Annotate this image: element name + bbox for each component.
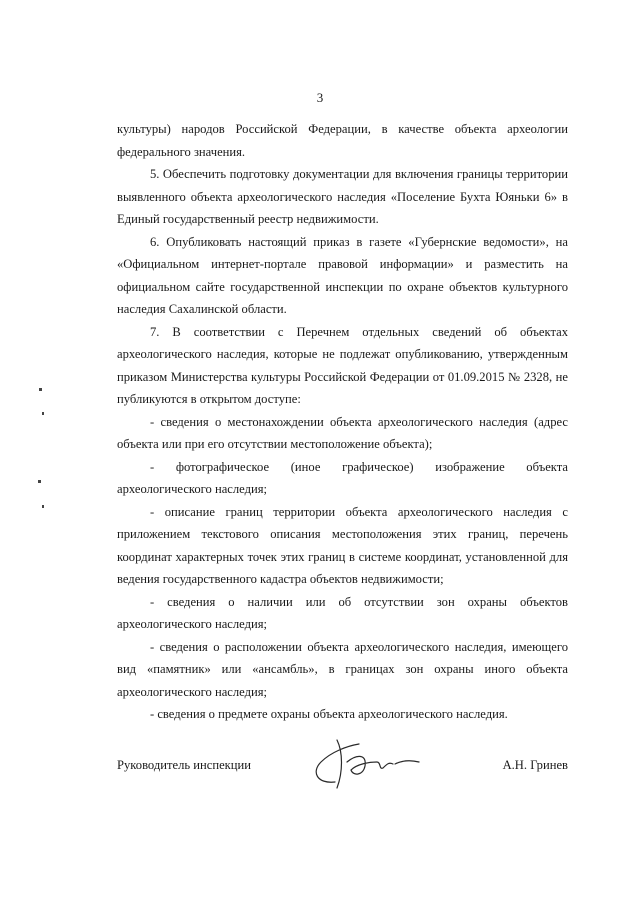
page-number: 3 (316, 90, 324, 105)
list-item-protection-subject: - сведения о предмете охраны объекта археологического наследия. (150, 707, 508, 721)
paragraph-item-7: 7. В соответствии с Перечнем отдельных сведений об объектах археологического наследия, которые не подлежат опубликованию, утвержденным приказом Министерства культуры Российской Федерации от 01.09.2015 № 2328, не публикуются в открытом доступе: (117, 324, 568, 406)
document-body (117, 118, 568, 726)
paragraph-item-5: 5. Обеспечить подготовку документации для включения границы территории выявленного объекта археологического наследия «Поселение Бухта Юяньки 6» в Единый государственный реестр недвижимости. (117, 167, 568, 226)
margin-mark (38, 480, 41, 483)
signatory-title: Руководитель инспекции (117, 758, 252, 772)
list-item-monument-location: - сведения о расположении объекта археологического наследия, имеющего вид «памятник» или «ансамбль», в границах зон охраны иного объекта археологического наследия; (117, 639, 568, 699)
margin-mark (42, 412, 44, 415)
paragraph-item-6: 6. Опубликовать настоящий приказ в газете «Губернские ведомости», на «Официальном интернет-портале правовой информации» и разместить на официальном сайте государственной инспекции по охране объектов культурного наследия Сахалинской области. (117, 234, 568, 316)
list-item-protection-zones: - сведения о наличии или об отсутствии зон охраны объектов археологического наследия; (117, 594, 568, 631)
list-item-location: - сведения о местонахождении объекта археологического наследия (адрес объекта или при его отсутствии местоположение объекта); (117, 414, 568, 451)
margin-mark (42, 505, 44, 508)
list-item-photo: - фотографическое (иное графическое) изображение объекта археологического наследия; (117, 459, 568, 496)
signatory-name: А.Н. Гринев (502, 758, 568, 772)
handwritten-signature (307, 732, 427, 794)
margin-mark (39, 388, 42, 391)
paragraph-continuation: культуры) народов Российской Федерации, в качестве объекта археологии федерального значения. (117, 122, 568, 159)
signature-block (117, 750, 568, 790)
list-item-boundaries: - описание границ территории объекта археологического наследия с приложением текстового описания местоположения этих границ, перечень координат характерных точек этих границ в системе координат, установленной для ведения государственного кадастра объектов недвижимости; (117, 504, 568, 586)
